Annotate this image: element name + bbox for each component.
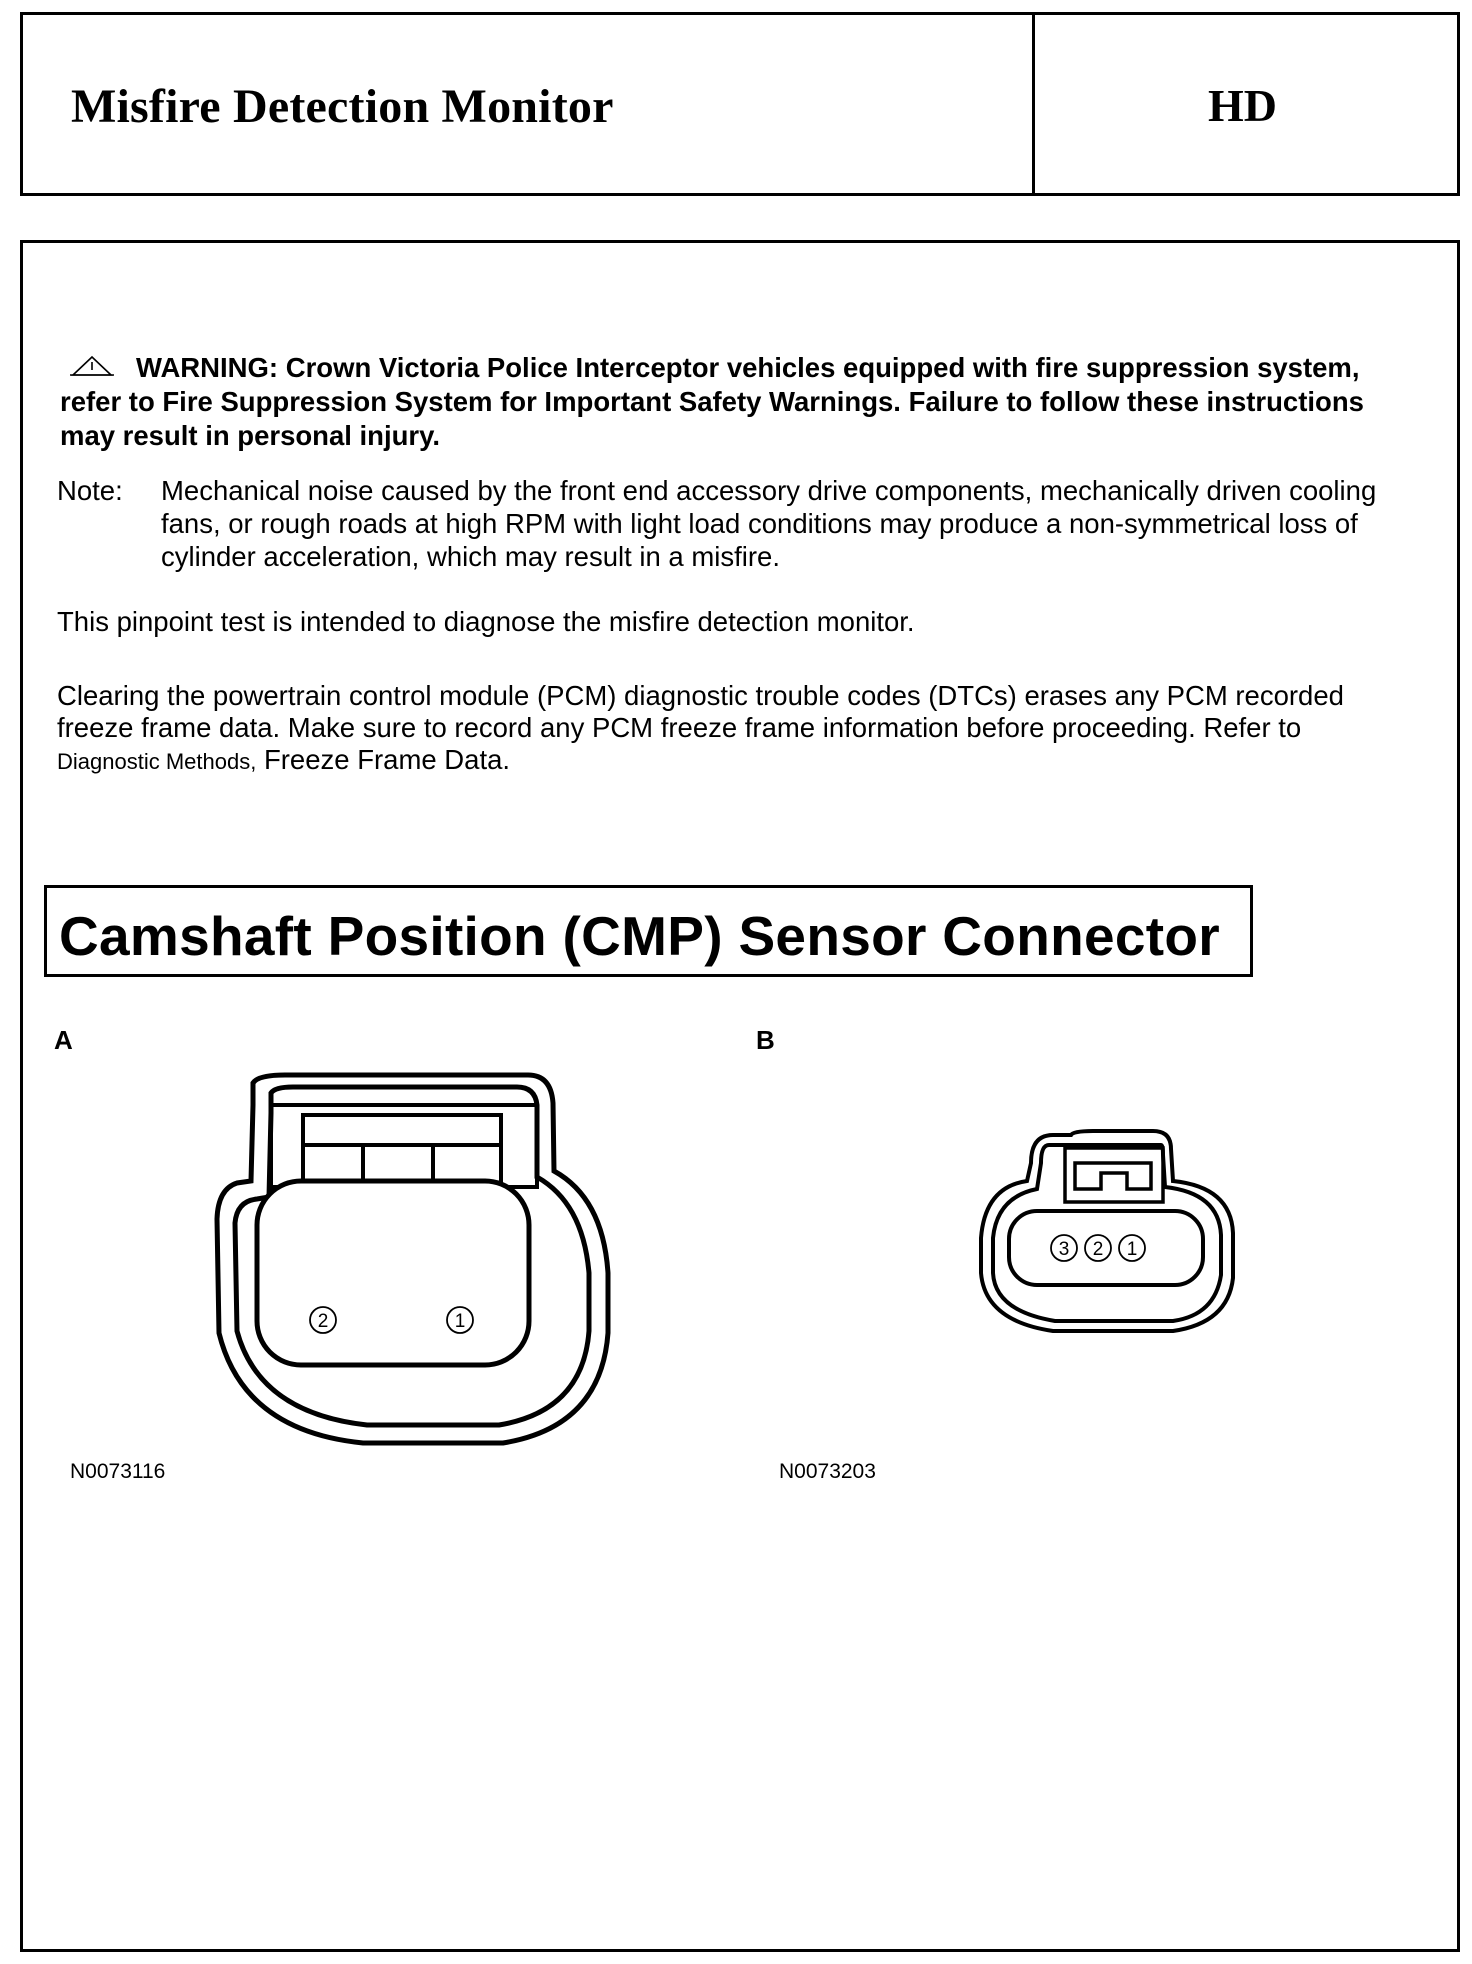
connector-b-pin-2-label: 2	[1092, 1239, 1104, 1260]
paragraph-freeze-frame-text: Clearing the powertrain control module (PCM) diagnostic trouble codes (DTCs) erases any PCM recorded freeze frame data. Make sure to record any PCM freeze frame information before proceeding. Refer to	[57, 680, 1344, 743]
connector-b-pin-3-label: 3	[1058, 1239, 1070, 1260]
figure-a-code: N0073116	[70, 1460, 166, 1483]
connector-diagram-a	[23, 243, 1457, 1949]
connector-b-pin-1-label: 1	[1126, 1239, 1138, 1260]
figure-b-label: B	[756, 1025, 775, 1055]
header-divider	[1032, 15, 1035, 193]
section-title: Camshaft Position (CMP) Sensor Connector	[59, 905, 1220, 967]
paragraph-intro: This pinpoint test is intended to diagnose the misfire detection monitor.	[57, 606, 915, 637]
connector-a-latch-bar	[303, 1115, 501, 1145]
page-title: Misfire Detection Monitor	[71, 80, 614, 133]
figure-b-code: N0073203	[779, 1460, 876, 1483]
connector-a-pin-2-label: 2	[317, 1311, 329, 1332]
connector-b-pin-cavity	[1009, 1211, 1203, 1285]
header-box	[20, 12, 1460, 196]
section-code: HD	[1208, 80, 1277, 131]
main-content-box	[20, 240, 1460, 1952]
connector-a-pin-cavity	[257, 1181, 529, 1365]
warning-text: WARNING: Crown Victoria Police Interceptor vehicles equipped with fire suppression system, refer to Fire Suppression System for Important Safety Warnings. Failure to follow these instructions may result in personal injury.	[60, 352, 1364, 451]
connector-a-shell	[217, 1075, 608, 1443]
diagnostic-methods-reference: Diagnostic Methods,	[57, 749, 257, 774]
note-text: Mechanical noise caused by the front end accessory drive components, mechanically driven cooling fans, or rough roads at high RPM with light load conditions may produce a non-symmetrical loss of cylinder acceleration, which may result in a misfire.	[161, 475, 1377, 572]
connector-b-shell	[981, 1131, 1233, 1331]
connector-b-latch	[1065, 1148, 1163, 1202]
note-label: Note:	[57, 475, 123, 506]
connector-a-pin-1-label: 1	[454, 1311, 466, 1332]
figure-a-label: A	[54, 1025, 73, 1055]
freeze-frame-reference: Freeze Frame Data.	[263, 744, 511, 775]
